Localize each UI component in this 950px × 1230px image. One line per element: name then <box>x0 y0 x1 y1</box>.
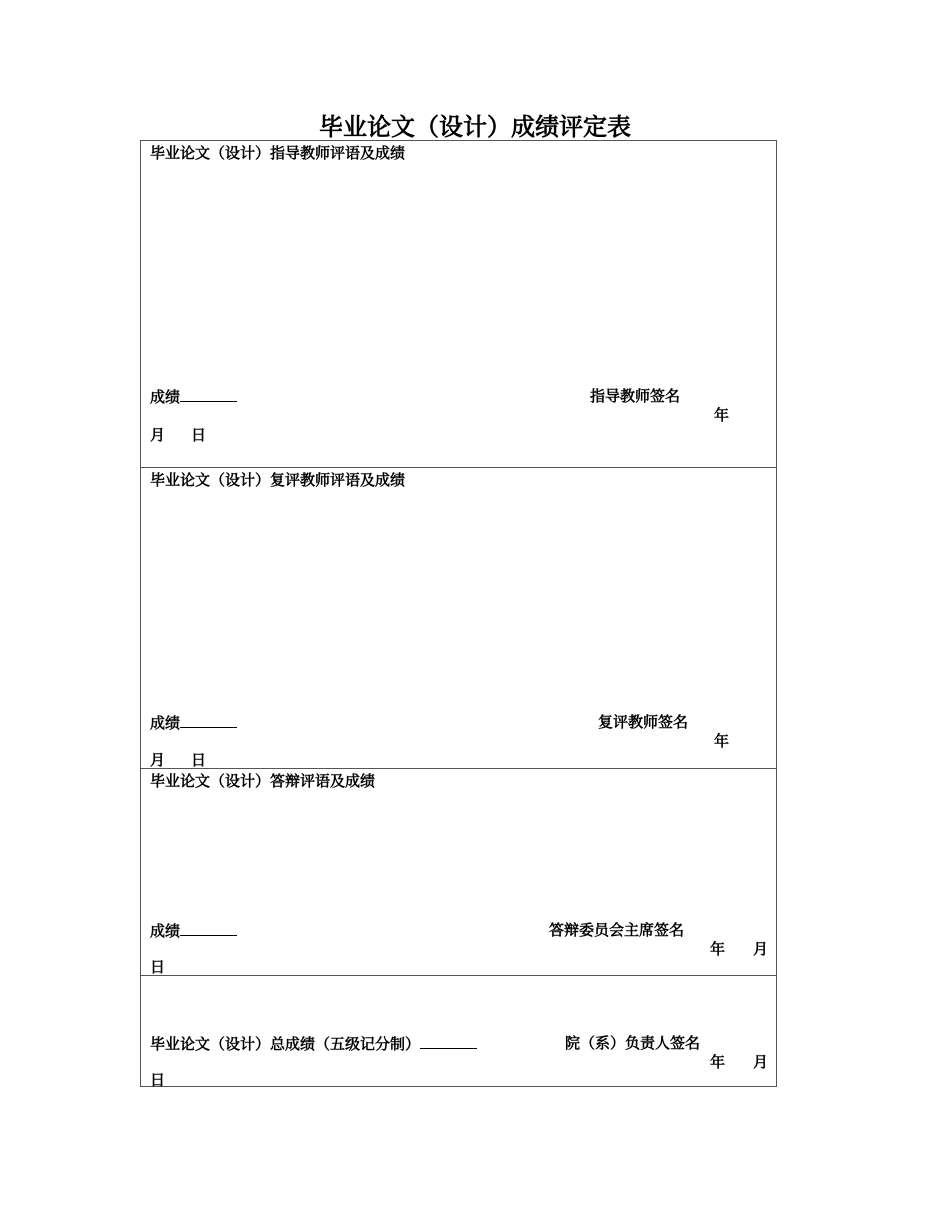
day-label: 日 <box>150 1071 166 1089</box>
year-label: 年 <box>710 940 726 958</box>
total-grade-blank[interactable] <box>420 1034 477 1049</box>
total-grade-field[interactable] <box>150 1034 477 1053</box>
section-total <box>141 975 776 1089</box>
grade-field[interactable] <box>150 921 237 940</box>
grade-blank[interactable] <box>180 921 237 936</box>
section-advisor <box>141 141 776 468</box>
grade-label: 成绩 <box>150 714 181 732</box>
year-label: 年 <box>714 732 730 750</box>
signature-label: 复评教师签名 <box>598 713 689 731</box>
month-label: 月 <box>150 751 166 769</box>
day-label: 日 <box>150 958 166 976</box>
day-label: 日 <box>191 751 207 769</box>
grade-blank[interactable] <box>180 713 237 728</box>
month-label: 月 <box>753 940 769 958</box>
grade-field[interactable] <box>150 713 237 732</box>
section-heading: 毕业论文（设计）指导教师评语及成绩 <box>150 144 406 162</box>
total-grade-label: 毕业论文（设计）总成绩（五级记分制） <box>150 1035 421 1053</box>
day-label: 日 <box>191 426 207 444</box>
signature-label: 指导教师签名 <box>590 387 681 405</box>
year-label: 年 <box>714 406 730 424</box>
signature-label: 院（系）负责人签名 <box>565 1034 701 1052</box>
month-label: 月 <box>753 1053 769 1071</box>
evaluation-form-table <box>140 140 777 1087</box>
year-label: 年 <box>710 1053 726 1071</box>
grade-field[interactable] <box>150 387 237 406</box>
grade-label: 成绩 <box>150 922 181 940</box>
section-heading: 毕业论文（设计）复评教师评语及成绩 <box>150 471 406 489</box>
month-label: 月 <box>150 426 166 444</box>
section-heading: 毕业论文（设计）答辩评语及成绩 <box>150 772 376 790</box>
section-reviewer <box>141 467 776 768</box>
page-title: 毕业论文（设计）成绩评定表 <box>319 113 631 141</box>
signature-label: 答辩委员会主席签名 <box>549 921 685 939</box>
grade-blank[interactable] <box>180 387 237 402</box>
grade-label: 成绩 <box>150 388 181 406</box>
section-defense <box>141 768 776 975</box>
